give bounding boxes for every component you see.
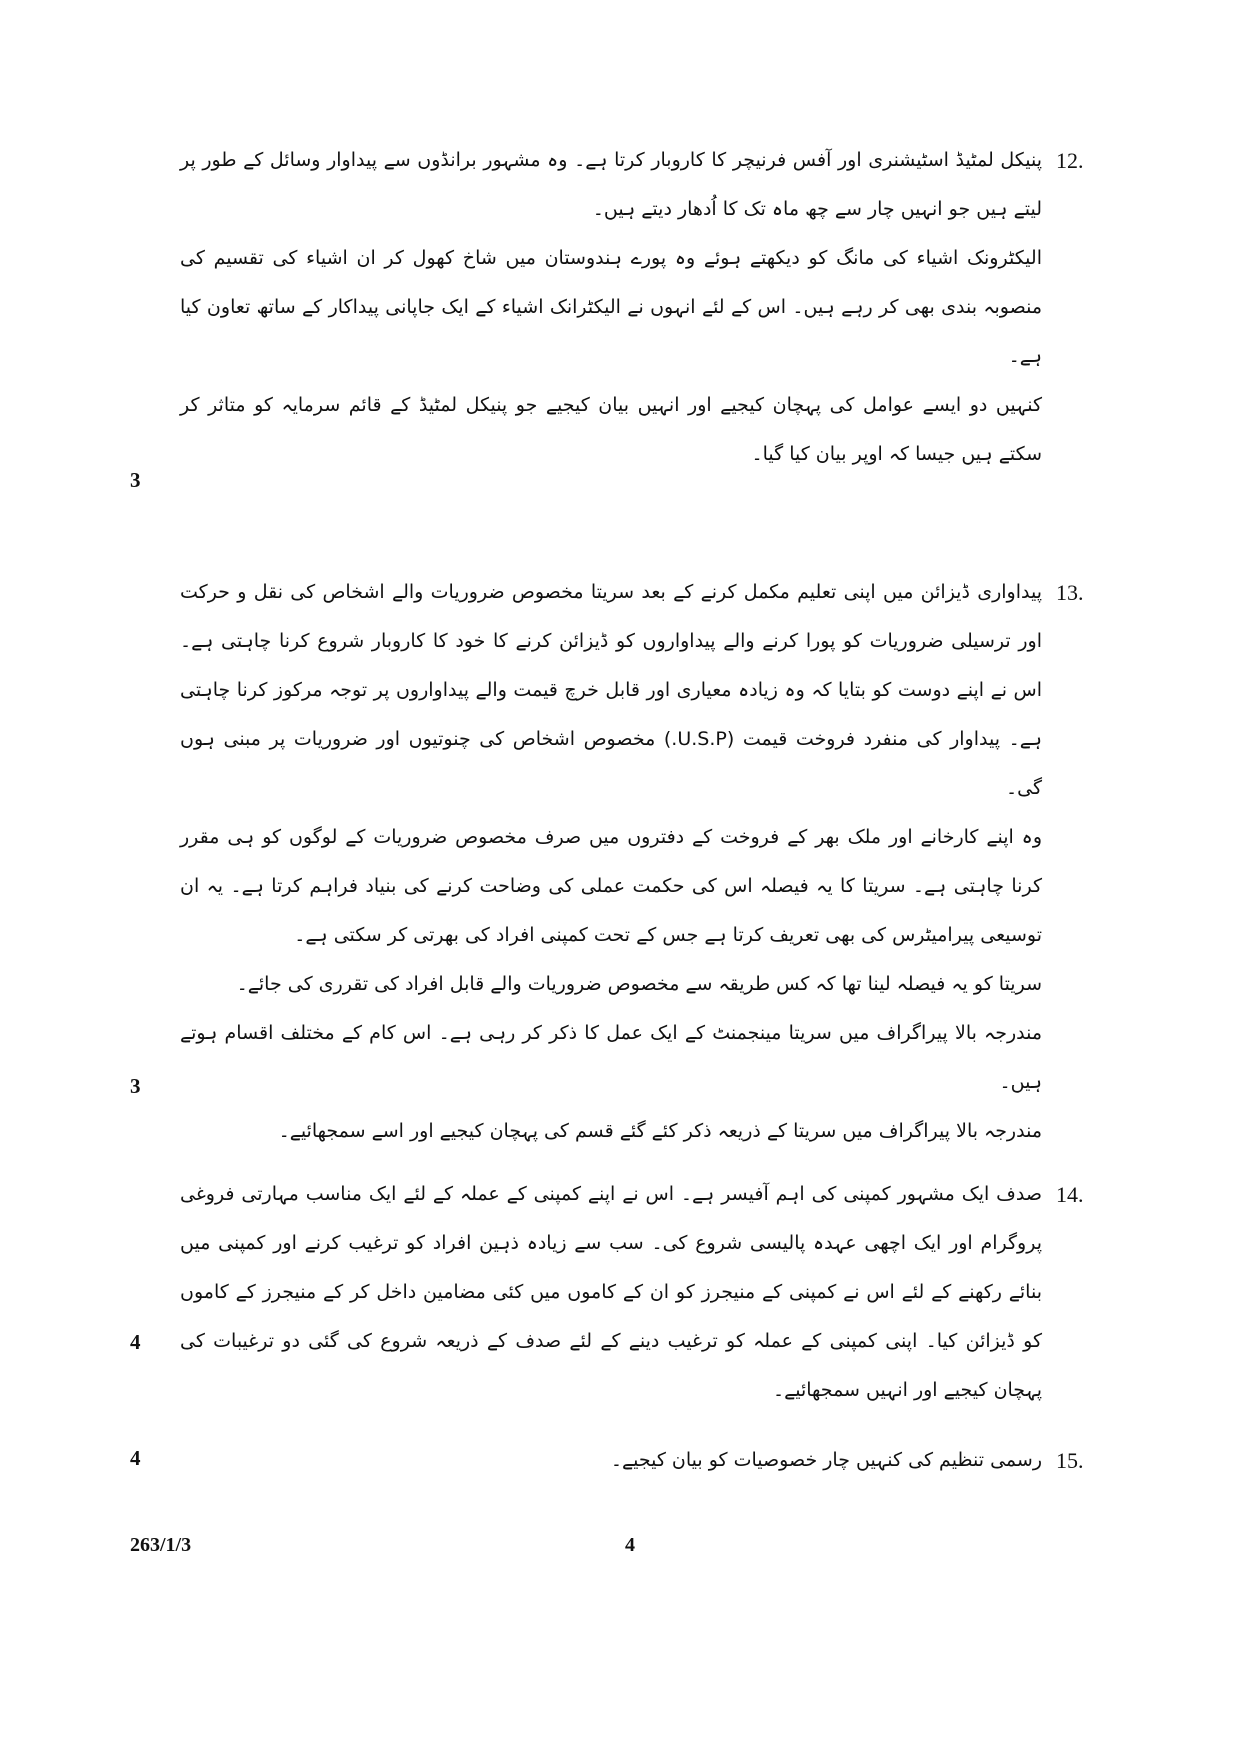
question-paragraph: پیداواری ڈیزائن میں اپنی تعلیم مکمل کرنے کے بعد سریتا مخصوص ضروریات والے اشخاص کی نقل و حرکت اور ترسیلی ضروریات کو پورا کرنے والے پیداواروں کو ڈیزائن کرنے کا خود کا کاروبار شروع کرنا چاہتی ہے۔ اس نے اپنے دوست کو بتایا کہ وہ زیادہ معیاری اور قابل خرچ قیمت والے پیداواروں پر توجہ مرکوز کرنا چاہتی ہے۔ پیداوار کی منفرد فروخت قیمت (U.S.P.) مخصوص اشخاص کی چنوتیوں اور ضروریات پر مبنی ہوں گی۔ xyxy=(180,581,1042,799)
page-number: 4 xyxy=(625,1534,635,1556)
question-paragraph: پنیکل لمٹیڈ اسٹیشنری اور آفس فرنیچر کا کاروبار کرتا ہے۔ وہ مشہور برانڈوں سے پیداوار وسائل کے طور پر لیتے ہیں جو انہیں چار سے چھ ماہ تک کا اُدھار دیتے ہیں۔ xyxy=(180,149,1042,220)
question-paragraph: مندرجہ بالا پیراگراف میں سریتا کے ذریعہ ذکر کئے گئے قسم کی پہچان کیجیے اور اسے سمجھائیے۔ xyxy=(278,1120,1042,1142)
question-number: 15. xyxy=(1056,1448,1084,1473)
question-paragraph: سریتا کو یہ فیصلہ لینا تھا کہ کس طریقہ سے مخصوص ضروریات والے قابل افراد کی تقرری کی جائے۔ xyxy=(236,973,1042,995)
question-marks: 4 xyxy=(130,1446,141,1470)
paper-code: 263/1/3 xyxy=(130,1534,192,1556)
question-marks: 3 xyxy=(130,1074,141,1098)
question-15 xyxy=(120,1436,1120,1496)
question-marks: 4 xyxy=(130,1330,141,1354)
question-text xyxy=(180,1170,1042,1415)
question-number: 13. xyxy=(1056,580,1084,605)
question-paragraph: مندرجہ بالا پیراگراف میں سریتا مینجمنٹ کے ایک عمل کا ذکر کر رہی ہے۔ اس کام کے مختلف اقسام ہوتے ہیں۔ xyxy=(180,1022,1042,1093)
question-paragraph: رسمی تنظیم کی کنہیں چار خصوصیات کو بیان کیجیے۔ xyxy=(610,1449,1042,1471)
question-13 xyxy=(120,568,1120,1142)
question-paragraph: وہ اپنے کارخانے اور ملک بھر کے فروخت کے دفتروں میں صرف مخصوص ضروریات کے لوگوں کو ہی مقرر کرنا چاہتی ہے۔ سریتا کا یہ فیصلہ اس کی حکمت عملی کی وضاحت کرنے کی بنیاد فراہم کرتا ہے۔ یہ ان توسیعی پیرامیٹرس کی بھی تعریف کرتا ہے جس کے تحت کمپنی افراد کی بھرتی کر سکتی ہے۔ xyxy=(180,826,1042,946)
question-paragraph: صدف ایک مشہور کمپنی کی اہم آفیسر ہے۔ اس نے اپنے کمپنی کے عملہ کے لئے ایک مناسب مہارتی فروغی پروگرام اور ایک اچھی عہدہ پالیسی شروع کی۔ سب سے زیادہ ذہین افراد کو ترغیب کرنے اور کمپنی میں بنائے رکھنے کے لئے اس نے کمپنی کے منیجرز کو ان کے کاموں میں کئی مضامین داخل کر کے منیجرز کے کاموں کو ڈیزائن کیا۔ اپنی کمپنی کے عملہ کو ترغیب دینے کے لئے صدف کے ذریعہ شروع کی گئی دو ترغیبات کی پہچان کیجیے اور انہیں سمجھائیے۔ xyxy=(180,1183,1042,1401)
question-paragraph: کنہیں دو ایسے عوامل کی پہچان کیجیے اور انہیں بیان کیجیے جو پنیکل لمٹیڈ کے قائم سرمایہ کو متاثر کر سکتے ہیں جیسا کہ اوپر بیان کیا گیا۔ xyxy=(180,394,1042,465)
question-number: 14. xyxy=(1056,1182,1084,1207)
question-12 xyxy=(120,136,1120,492)
question-text xyxy=(180,136,1042,479)
question-number: 12. xyxy=(1056,148,1084,173)
question-marks: 3 xyxy=(130,468,141,492)
question-text xyxy=(180,1436,1042,1485)
question-14 xyxy=(120,1170,1120,1401)
question-text xyxy=(180,568,1042,1156)
question-paragraph: الیکٹرونک اشیاء کی مانگ کو دیکھتے ہوئے وہ پورے ہندوستان میں شاخ کھول کر ان اشیاء کی تقسیم کی منصوبہ بندی بھی کر رہے ہیں۔ اس کے لئے انہوں نے الیکٹرانک اشیاء کے ایک جاپانی پیداکار کے ساتھ تعاون کیا ہے۔ xyxy=(180,247,1042,367)
